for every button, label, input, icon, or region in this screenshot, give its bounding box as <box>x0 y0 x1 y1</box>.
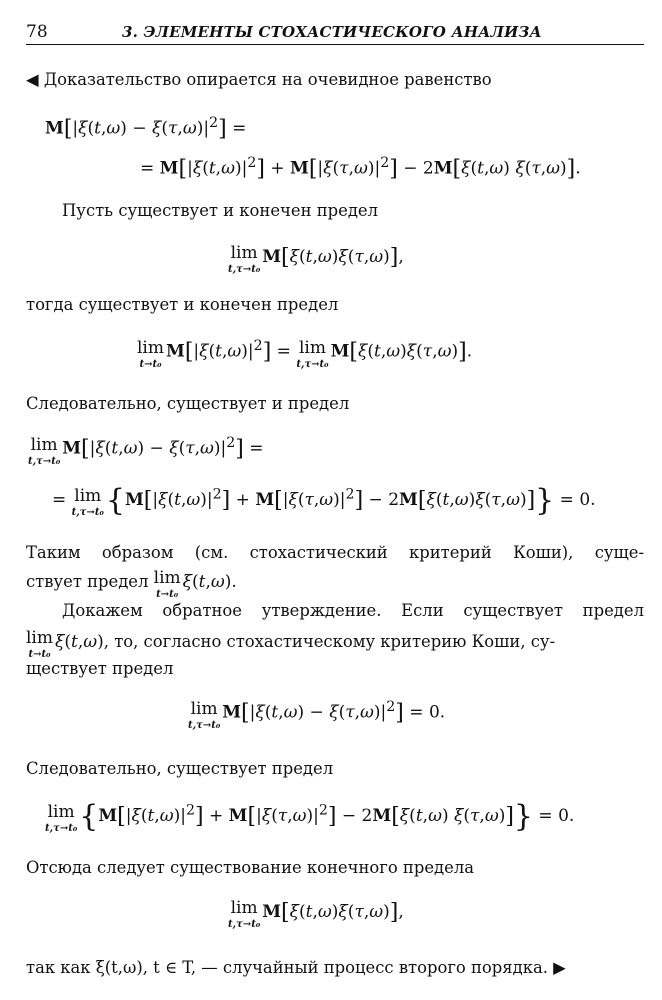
formula-eq7: lim t,τ→t₀ M[ξ(t,ω)ξ(τ,ω)], <box>228 898 404 930</box>
text-line-7: Докажем обратное утверждение. Если существует предел <box>62 601 644 620</box>
proof-start-line: ◀ Доказательство опирается на очевидное равенство <box>26 70 492 89</box>
formula-eq5: lim t,τ→t₀ $M[|\xi(t,\omega) - \xi(\tau,\omega)|^2] = 0$. <box>188 698 446 731</box>
text-line-9: ществует предел <box>26 659 174 678</box>
chapter-title: 3. ЭЛЕМЕНТЫ СТОХАСТИЧЕСКОГО АНАЛИЗА <box>122 23 542 41</box>
text-line-6: ствует предел lim t→t₀ ξ(t,ω). <box>26 568 237 600</box>
text-line-12: так как ξ(t,ω), t ∈ T, — случайный процесс второго порядка. ▶ <box>26 958 566 977</box>
text-line-4: Следовательно, существует и предел <box>26 394 350 413</box>
formula-eq6: lim t,τ→t₀ $\{M[|\xi(t,\omega)|^2] + M[|\xi(\tau,\omega)|^2] - 2M[\xi(t,\omega) \xi(\tau,\omega)]\} = 0$. <box>45 799 575 834</box>
text-line-10: Следовательно, существует предел <box>26 759 334 778</box>
text-line-3: тогда существует и конечен предел <box>26 295 339 314</box>
text-line-8-words: , то, согласно стохастическому критерию Коши, су- <box>103 632 556 651</box>
text-line-6-words: ствует предел <box>26 572 149 591</box>
text-line-11: Отсюда следует существование конечного предела <box>26 858 475 877</box>
formula-eq2: lim t,τ→t₀ M[ξ(t,ω)ξ(τ,ω)], <box>228 243 404 275</box>
formula-eq4-line1: lim t,τ→t₀ $M[|\xi(t,\omega) - \xi(\tau,\omega)|^2]$ = <box>28 434 264 467</box>
page-number: 78 <box>26 22 48 42</box>
formula-eq1-line1: $M[|\xi(t,\omega) - \xi(\tau,\omega)|^2]$ = <box>45 115 247 142</box>
inline-limit-2: lim t→t₀ <box>26 628 53 660</box>
formula-eq3: lim t→t₀ $M[|\xi(t,\omega)|^2]$ = lim t,τ→t₀ M[ξ(t,ω)ξ(τ,ω)]. <box>137 337 473 370</box>
running-header <box>26 20 644 45</box>
text-line-5: Таким образом (см. стохастический критерий Коши), суще- <box>26 543 644 562</box>
text-line-8: lim t→t₀ ξ(t,ω), то, согласно стохастическому критерию Коши, су- <box>26 628 556 660</box>
formula-eq4-line2: = lim t,τ→t₀ $\{M[|\xi(t,\omega)|^2] + M[|\xi(\tau,\omega)|^2] - 2M[\xi(t,\omega)\xi(\tau,\omega)]\} = 0$. <box>52 483 596 518</box>
text-line-2: Пусть существует и конечен предел <box>62 201 379 220</box>
inline-limit-1: lim t→t₀ <box>153 568 181 600</box>
formula-eq1-line2: = $M[|\xi(t,\omega)|^2] + M[|\xi(\tau,\omega)|^2] - 2M[\xi(t,\omega)$ ξ(τ,ω)]. <box>140 155 581 182</box>
